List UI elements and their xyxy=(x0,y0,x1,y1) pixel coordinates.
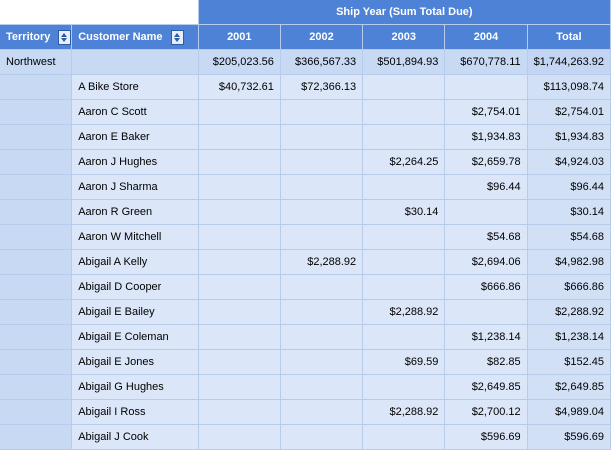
spanner-header-row xyxy=(0,0,611,25)
cell-value xyxy=(280,200,362,225)
cell-value xyxy=(363,125,445,150)
cell-value xyxy=(280,125,362,150)
column-header-2003[interactable]: 2003 xyxy=(363,25,445,50)
cell-value xyxy=(363,275,445,300)
cell-value xyxy=(363,425,445,450)
table-row[interactable] xyxy=(0,375,611,400)
cell-total: $1,744,263.92 xyxy=(527,50,610,75)
cell-value xyxy=(280,225,362,250)
cell-value xyxy=(198,200,280,225)
cell-territory xyxy=(0,375,72,400)
cell-value xyxy=(198,325,280,350)
cell-value xyxy=(280,275,362,300)
cell-value: $40,732.61 xyxy=(198,75,280,100)
cell-value xyxy=(445,75,527,100)
cell-value xyxy=(198,400,280,425)
cell-value xyxy=(363,250,445,275)
cell-total: $2,288.92 xyxy=(527,300,610,325)
table-row[interactable] xyxy=(0,75,611,100)
column-group-title: Ship Year (Sum Total Due) xyxy=(198,0,610,25)
cell-value xyxy=(280,400,362,425)
cell-customer-name: Abigail A Kelly xyxy=(72,250,199,275)
cell-value: $2,649.85 xyxy=(445,375,527,400)
cell-total: $113,098.74 xyxy=(527,75,610,100)
cell-customer-name: A Bike Store xyxy=(72,75,199,100)
header-corner-blank xyxy=(0,0,198,25)
cell-value xyxy=(280,175,362,200)
cell-customer-name: Aaron R Green xyxy=(72,200,199,225)
column-header-customer-name-label: Customer Name xyxy=(78,31,163,43)
column-header-territory[interactable] xyxy=(0,25,72,50)
cell-value: $1,934.83 xyxy=(445,125,527,150)
cell-total: $96.44 xyxy=(527,175,610,200)
cell-territory xyxy=(0,250,72,275)
cell-value: $2,754.01 xyxy=(445,100,527,125)
cell-total: $596.69 xyxy=(527,425,610,450)
cell-value xyxy=(280,100,362,125)
table-row[interactable] xyxy=(0,50,611,75)
cell-territory xyxy=(0,275,72,300)
cell-value: $2,659.78 xyxy=(445,150,527,175)
cell-customer-name: Aaron J Sharma xyxy=(72,175,199,200)
cell-value xyxy=(280,375,362,400)
cell-territory xyxy=(0,225,72,250)
cell-customer-name: Abigail E Bailey xyxy=(72,300,199,325)
cell-territory xyxy=(0,400,72,425)
cell-value xyxy=(280,300,362,325)
table-row[interactable] xyxy=(0,100,611,125)
cell-value: $501,894.93 xyxy=(363,50,445,75)
column-header-2004[interactable]: 2004 xyxy=(445,25,527,50)
cell-total: $30.14 xyxy=(527,200,610,225)
table-row[interactable] xyxy=(0,200,611,225)
cell-value: $2,288.92 xyxy=(280,250,362,275)
cell-total: $4,989.04 xyxy=(527,400,610,425)
cell-territory xyxy=(0,100,72,125)
cell-territory xyxy=(0,150,72,175)
cell-value xyxy=(198,350,280,375)
cell-total: $4,924.03 xyxy=(527,150,610,175)
cell-value: $2,288.92 xyxy=(363,400,445,425)
cell-territory xyxy=(0,300,72,325)
cell-value: $366,567.33 xyxy=(280,50,362,75)
cell-customer-name: Aaron J Hughes xyxy=(72,150,199,175)
cell-value xyxy=(198,425,280,450)
cell-customer-name: Aaron C Scott xyxy=(72,100,199,125)
cell-territory xyxy=(0,425,72,450)
cell-value xyxy=(198,150,280,175)
cell-value xyxy=(445,300,527,325)
cell-total: $152.45 xyxy=(527,350,610,375)
cell-value: $69.59 xyxy=(363,350,445,375)
cell-total: $2,754.01 xyxy=(527,100,610,125)
column-header-2001[interactable]: 2001 xyxy=(198,25,280,50)
cell-value xyxy=(280,425,362,450)
cell-value xyxy=(198,375,280,400)
cell-customer-name: Abigail G Hughes xyxy=(72,375,199,400)
cell-territory: Northwest xyxy=(0,50,72,75)
table-body xyxy=(0,50,611,450)
cell-value: $54.68 xyxy=(445,225,527,250)
cell-value: $1,238.14 xyxy=(445,325,527,350)
cell-value: $670,778.11 xyxy=(445,50,527,75)
sort-ascending-descending-icon[interactable] xyxy=(171,30,184,45)
cell-territory xyxy=(0,200,72,225)
cell-value: $2,264.25 xyxy=(363,150,445,175)
cell-value: $96.44 xyxy=(445,175,527,200)
cell-value xyxy=(363,100,445,125)
cell-value xyxy=(198,275,280,300)
table-row[interactable] xyxy=(0,250,611,275)
cell-value xyxy=(198,250,280,275)
table-row[interactable] xyxy=(0,150,611,175)
cell-value: $2,288.92 xyxy=(363,300,445,325)
column-header-territory-label: Territory xyxy=(6,31,51,43)
cell-customer-name: Abigail E Jones xyxy=(72,350,199,375)
cell-customer-name: Aaron W Mitchell xyxy=(72,225,199,250)
cell-value xyxy=(198,100,280,125)
cell-value xyxy=(280,350,362,375)
cell-value: $2,694.06 xyxy=(445,250,527,275)
cell-value: $30.14 xyxy=(363,200,445,225)
cell-value xyxy=(280,325,362,350)
cell-customer-name: Abigail J Cook xyxy=(72,425,199,450)
cell-value xyxy=(198,125,280,150)
cell-value xyxy=(363,325,445,350)
table-row[interactable] xyxy=(0,225,611,250)
cell-value: $72,366.13 xyxy=(280,75,362,100)
cell-customer-name: Abigail E Coleman xyxy=(72,325,199,350)
cell-territory xyxy=(0,125,72,150)
cell-territory xyxy=(0,175,72,200)
cell-value xyxy=(198,175,280,200)
table-row[interactable] xyxy=(0,325,611,350)
table-row[interactable] xyxy=(0,175,611,200)
column-header-customer-name[interactable] xyxy=(72,25,199,50)
column-header-row xyxy=(0,25,611,50)
cell-total: $1,934.83 xyxy=(527,125,610,150)
table-row[interactable] xyxy=(0,125,611,150)
cell-value xyxy=(363,375,445,400)
cell-value xyxy=(280,150,362,175)
cell-total: $666.86 xyxy=(527,275,610,300)
cell-total: $4,982.98 xyxy=(527,250,610,275)
table-header xyxy=(0,0,611,50)
cell-territory xyxy=(0,325,72,350)
table-row[interactable] xyxy=(0,425,611,450)
column-header-total[interactable]: Total xyxy=(527,25,610,50)
cell-value xyxy=(363,225,445,250)
table-row[interactable] xyxy=(0,350,611,375)
cell-value: $666.86 xyxy=(445,275,527,300)
cell-customer-name: Aaron E Baker xyxy=(72,125,199,150)
cell-value: $205,023.56 xyxy=(198,50,280,75)
cell-value xyxy=(198,225,280,250)
cell-value xyxy=(198,300,280,325)
cell-total: $54.68 xyxy=(527,225,610,250)
cell-customer-name: Abigail I Ross xyxy=(72,400,199,425)
table-row[interactable] xyxy=(0,300,611,325)
cell-value xyxy=(363,75,445,100)
table-row[interactable] xyxy=(0,275,611,300)
cell-value: $596.69 xyxy=(445,425,527,450)
cell-total: $2,649.85 xyxy=(527,375,610,400)
cell-territory xyxy=(0,350,72,375)
cell-customer-name: Abigail D Cooper xyxy=(72,275,199,300)
cell-total: $1,238.14 xyxy=(527,325,610,350)
cell-value: $2,700.12 xyxy=(445,400,527,425)
cell-customer-name xyxy=(72,50,199,75)
cell-territory xyxy=(0,75,72,100)
cell-value xyxy=(363,175,445,200)
sort-ascending-descending-icon[interactable] xyxy=(58,30,71,45)
column-header-2002[interactable]: 2002 xyxy=(280,25,362,50)
cell-value: $82.85 xyxy=(445,350,527,375)
table-row[interactable] xyxy=(0,400,611,425)
cell-value xyxy=(445,200,527,225)
